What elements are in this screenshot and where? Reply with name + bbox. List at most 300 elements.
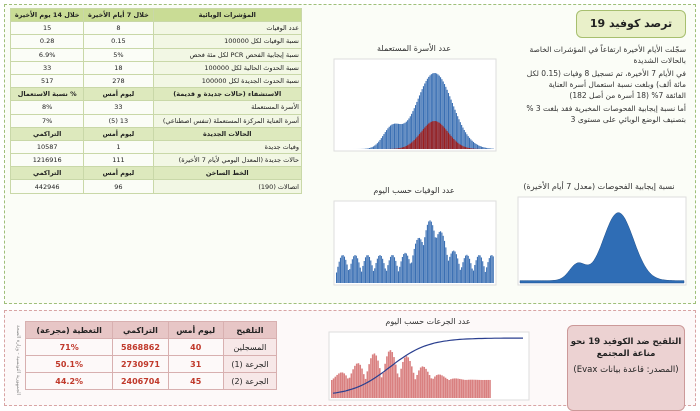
icu-bar-intensive (433, 121, 434, 149)
table-row (11, 140, 302, 153)
dose-bar (489, 380, 491, 398)
header-cell: التراكمي (113, 322, 168, 339)
cell: 18 (84, 61, 153, 74)
icu-bar-intensive (452, 138, 453, 149)
death-bar (399, 267, 400, 283)
dose-bar (331, 380, 333, 398)
icu-bar (389, 127, 390, 149)
icu-bar-intensive (418, 136, 419, 149)
death-bar (478, 255, 479, 283)
death-bar (394, 257, 395, 283)
icu-bar-intensive (432, 121, 433, 149)
icu-bar-intensive (415, 139, 416, 149)
positivity-chart-svg (508, 193, 690, 293)
icu-bar-intensive (443, 126, 444, 149)
death-bar (445, 247, 446, 283)
vaccination-source: (المصدر: قاعدة بيانات Evax) (568, 364, 684, 376)
header-cell: التغطية (مجرعة) (26, 322, 113, 339)
death-bar (487, 262, 488, 283)
death-bar (428, 221, 429, 283)
icu-bar (464, 130, 465, 149)
death-bar (376, 263, 377, 283)
row-label: اتصالات (190) (153, 180, 301, 193)
dose-bar (423, 367, 425, 398)
death-bar (408, 259, 409, 283)
icu-bar (383, 134, 384, 149)
icu-bar (402, 124, 403, 149)
death-bar (347, 264, 348, 283)
death-bar (381, 256, 382, 283)
icu-bar-intensive (439, 123, 440, 149)
death-bar (401, 261, 402, 283)
death-bar (406, 253, 407, 283)
death-bar (461, 267, 462, 283)
dose-bar (413, 373, 415, 398)
icu-bar (394, 124, 395, 149)
icu-bar-intensive (441, 125, 442, 149)
death-bar (416, 240, 417, 283)
death-bar (419, 238, 420, 283)
death-bar (472, 269, 473, 283)
dose-bar (361, 369, 363, 398)
death-bar (398, 271, 399, 283)
death-bar (336, 273, 337, 284)
summary-line: في الأيام 7 الأخيرة، تم تسجيل 8 وفيات (0.15 لكل مائة ألف) وبلغت نسبة استعمال أسرة العناية الفائقة 7% (18 أسرة من أصل 182) (526, 68, 686, 101)
death-bar (360, 268, 361, 283)
cell: 96 (84, 180, 153, 193)
death-bar (386, 271, 387, 283)
dose-bar (438, 374, 440, 398)
death-bar (460, 270, 461, 283)
dose-bar (374, 353, 376, 398)
icu-bar-intensive (458, 144, 459, 149)
death-bar (481, 257, 482, 283)
positivity-chart (508, 182, 690, 298)
death-bar (455, 252, 456, 283)
death-bar (423, 245, 424, 283)
table-row (11, 35, 302, 48)
vaccination-title-text: التلقيح ضد الكوفيد 19 نحو مناعة المجتمع (568, 336, 684, 360)
icu-bar-intensive (403, 147, 404, 149)
dose-bar (482, 380, 484, 398)
death-bar (377, 259, 378, 283)
cell: 31 (168, 356, 223, 373)
death-bar (490, 256, 491, 283)
death-bar (444, 241, 445, 283)
death-bar (397, 266, 398, 283)
death-bar (403, 254, 404, 283)
dose-bar (415, 379, 417, 398)
icu-bar (476, 144, 477, 149)
icu-bar-intensive (462, 146, 463, 149)
page-title: ترصد كوفيد 19 (576, 10, 686, 38)
dose-bar (349, 378, 351, 398)
death-bar (407, 256, 408, 283)
death-bar (365, 257, 366, 283)
death-bar (382, 259, 383, 283)
icu-bar (477, 145, 478, 149)
icu-bar (398, 124, 399, 149)
dose-bar (459, 379, 461, 398)
table-row (26, 356, 277, 373)
icu-bar-intensive (444, 128, 445, 149)
death-bar (482, 261, 483, 283)
death-bar (468, 256, 469, 283)
icu-bar (403, 123, 404, 149)
death-bar (353, 256, 354, 283)
cell: 517 (11, 74, 84, 87)
death-bar (344, 257, 345, 283)
dose-bar (333, 378, 335, 398)
dose-bar (431, 378, 433, 398)
dose-bar (354, 366, 356, 398)
table-row (26, 373, 277, 390)
death-bar (447, 255, 448, 283)
death-bar (349, 269, 350, 283)
death-bar (366, 255, 367, 283)
icu-bar-intensive (461, 145, 462, 149)
dose-bar (466, 380, 468, 398)
summary-text (526, 44, 686, 127)
dose-bar (352, 369, 354, 398)
dose-bar (441, 375, 443, 398)
dose-bar (448, 380, 450, 398)
icu-bar (374, 146, 375, 149)
dose-bar (473, 380, 475, 398)
death-bar (458, 264, 459, 283)
icu-bar-intensive (464, 147, 465, 149)
death-bar (451, 254, 452, 283)
icu-bar (399, 124, 400, 149)
icu-bar-intensive (426, 126, 427, 149)
death-bar (420, 239, 421, 283)
icu-bar (404, 123, 405, 149)
icu-bar-intensive (414, 140, 415, 149)
dose-bar (390, 350, 392, 398)
icu-bar-intensive (440, 124, 441, 149)
icu-bar-intensive (420, 132, 421, 149)
dose-bar (397, 373, 399, 398)
icu-bar-intensive (470, 148, 471, 149)
row-label: الأسرة المستعملة (153, 101, 301, 114)
icu-bar (379, 140, 380, 149)
death-bar (462, 262, 463, 283)
death-bar (411, 263, 412, 283)
icu-bar (397, 124, 398, 149)
death-bar (341, 255, 342, 283)
epidemic-indicators-table (10, 8, 302, 194)
icu-bar (370, 148, 371, 149)
death-bar (486, 267, 487, 283)
cell: 33 (11, 61, 84, 74)
dose-bar (475, 380, 477, 398)
dose-bar (443, 376, 445, 398)
icu-bar-intensive (466, 147, 467, 149)
death-bar (457, 258, 458, 283)
cell: 111 (84, 154, 153, 167)
icu-bar (478, 145, 479, 149)
icu-bar-intensive (465, 147, 466, 149)
death-bar (432, 225, 433, 283)
icu-bar-intensive (453, 139, 454, 149)
dose-bar (471, 380, 473, 398)
cell: 8% (11, 101, 84, 114)
dose-bar (422, 366, 424, 398)
table-row (11, 48, 302, 61)
death-bar (404, 253, 405, 283)
table-row (26, 339, 277, 356)
death-bar (362, 266, 363, 283)
icu-bar-intensive (408, 144, 409, 149)
dose-bar (402, 362, 404, 398)
row-label: وفيات جديدة (153, 140, 301, 153)
icu-bar-intensive (428, 123, 429, 149)
death-bar (476, 260, 477, 283)
death-bar (374, 268, 375, 283)
icu-bar (387, 128, 388, 149)
table-row (11, 114, 302, 127)
death-bar (453, 251, 454, 283)
dose-bar (386, 356, 388, 398)
icu-bar (386, 130, 387, 149)
icu-bar (378, 142, 379, 149)
death-bar (473, 271, 474, 283)
dose-bar (404, 358, 406, 398)
header-cell: خلال 7 أيام الأخيرة (84, 9, 153, 22)
icu-bar (372, 147, 373, 149)
death-bar (370, 260, 371, 283)
dose-bar (400, 369, 402, 398)
header-cell: خلال 14 يوم الأخيرة (11, 9, 84, 22)
death-bar (391, 255, 392, 283)
death-bar (437, 234, 438, 283)
death-bar (339, 262, 340, 283)
dose-bar (436, 375, 438, 398)
dose-bar (388, 352, 390, 398)
icu-bar-intensive (468, 148, 469, 149)
dose-bar (409, 361, 411, 398)
icu-bar (482, 147, 483, 149)
cell: 50.1% (26, 356, 113, 373)
icu-bar (466, 134, 467, 149)
header-cell: ليوم أمس (84, 88, 153, 101)
table-row (11, 101, 302, 114)
icu-bar-intensive (416, 137, 417, 149)
header-cell: التلقيح (223, 322, 276, 339)
icu-bar-intensive (399, 148, 400, 149)
dose-bar (480, 380, 482, 398)
chart-title: نسبة إيجابية الفحوصات (معدل 7 أيام الأخيرة) (508, 182, 690, 191)
icu-beds-chart (328, 44, 500, 164)
table-header-row (11, 9, 302, 22)
icu-bar (480, 146, 481, 149)
icu-bar (390, 126, 391, 149)
dose-bar (450, 379, 452, 398)
dose-bar (455, 378, 457, 398)
icu-bar (474, 143, 475, 149)
death-bar (418, 238, 419, 283)
death-bar (337, 267, 338, 283)
death-bar (443, 236, 444, 283)
icu-bar-intensive (460, 145, 461, 149)
death-bar (483, 266, 484, 283)
row-label: عدد الوفيات (153, 22, 301, 35)
dose-bar (363, 374, 365, 398)
icu-bar (377, 143, 378, 149)
dose-bar (335, 377, 337, 398)
death-bar (378, 256, 379, 283)
death-bar (449, 257, 450, 283)
cell: 5% (84, 48, 153, 61)
death-bar (493, 256, 494, 283)
icu-bar (401, 124, 402, 149)
icu-beds-chart-svg (328, 55, 500, 159)
icu-bar-intensive (397, 148, 398, 149)
cell: 6.9% (11, 48, 84, 61)
summary-line: أما نسبة إيجابية الفحوصات المخبرية فقد بلغت 3 % بتصنيف الوضع الوبائي على مستوى 3 (526, 103, 686, 125)
icu-bar (408, 118, 409, 149)
row-label: أسرة العناية المركزة المستعملة (تنفس اصطناعي) (153, 114, 301, 127)
death-bar (364, 261, 365, 283)
icu-bar (393, 124, 394, 149)
dose-bar (429, 375, 431, 398)
death-bar (424, 237, 425, 283)
icu-bar-intensive (455, 140, 456, 149)
death-bar (379, 255, 380, 283)
header-cell: الحالات الجديدة (153, 127, 301, 140)
cell: 44.2% (26, 373, 113, 390)
death-bar (340, 258, 341, 283)
table-row (11, 180, 302, 193)
death-bar (469, 259, 470, 283)
cell: 0.15 (84, 35, 153, 48)
death-bar (412, 255, 413, 283)
icu-bar-intensive (472, 148, 473, 149)
dose-bar (445, 378, 447, 398)
death-bar (410, 263, 411, 283)
death-bar (465, 256, 466, 283)
death-bar (440, 231, 441, 283)
dose-bar (432, 379, 434, 398)
death-bar (343, 255, 344, 283)
death-bar (387, 265, 388, 283)
death-bar (422, 242, 423, 283)
death-bar (389, 260, 390, 283)
chart-title: عدد الوفيات حسب اليوم (328, 186, 500, 195)
death-bar (356, 256, 357, 283)
header-cell: المؤشرات الوبائية (153, 9, 301, 22)
row-label: نسبة الوفيات لكل 100000 (153, 35, 301, 48)
icu-bar (469, 138, 470, 149)
icu-bar-intensive (411, 142, 412, 149)
death-bar (431, 222, 432, 283)
dose-bar (347, 378, 349, 398)
death-bar (361, 272, 362, 283)
cell: 10587 (11, 140, 84, 153)
dose-bar (434, 377, 436, 398)
icu-bar (406, 122, 407, 149)
cell: 13 (5) (84, 114, 153, 127)
deaths-chart (328, 186, 500, 298)
table-row (11, 61, 302, 74)
death-bar (402, 257, 403, 283)
death-bar (345, 260, 346, 283)
death-bar (395, 261, 396, 283)
dose-bar (351, 373, 353, 398)
cell: 15 (11, 22, 84, 35)
death-bar (452, 251, 453, 283)
icu-bar-intensive (423, 129, 424, 149)
icu-bar-intensive (456, 142, 457, 149)
icu-bar-intensive (398, 148, 399, 149)
dose-bar (463, 380, 465, 398)
death-bar (429, 220, 430, 283)
dose-bar (439, 375, 441, 398)
cell: 442946 (11, 180, 84, 193)
icu-bar (368, 148, 369, 149)
chart-title: عدد الجرعات حسب اليوم (323, 317, 533, 326)
table-subheader-row (11, 167, 302, 180)
header-cell: ليوم أمس (84, 167, 153, 180)
cell: 2406704 (113, 373, 168, 390)
icu-bar-intensive (406, 146, 407, 149)
dose-bar (418, 370, 420, 398)
death-bar (368, 255, 369, 283)
dose-bar (338, 373, 340, 398)
cell: 8 (84, 22, 153, 35)
icu-bar (373, 146, 374, 149)
dose-bar (384, 364, 386, 398)
header-cell: الخط الساخن (153, 167, 301, 180)
death-bar (390, 257, 391, 283)
dose-bar (486, 380, 488, 398)
row-label: نسبة إيجابية الفحص PCR لكل مئة فحص (153, 48, 301, 61)
dose-bar (427, 372, 429, 398)
death-bar (427, 225, 428, 283)
death-bar (464, 258, 465, 283)
death-bar (414, 249, 415, 283)
dose-bar (425, 369, 427, 398)
icu-bar-intensive (437, 122, 438, 149)
dose-bar (342, 372, 344, 398)
death-bar (435, 237, 436, 283)
dose-bar (454, 378, 456, 398)
icu-bar-intensive (445, 129, 446, 149)
death-bar (441, 233, 442, 283)
dose-bar (372, 354, 374, 398)
death-bar (354, 255, 355, 283)
dose-bar (479, 380, 481, 398)
row-label: حالات جديدة (المعدل اليومي لأيام 7 الأخيرة) (153, 154, 301, 167)
icu-bar-intensive (447, 131, 448, 149)
icu-bar-intensive (431, 122, 432, 149)
dose-bar (377, 361, 379, 398)
icu-bar (381, 138, 382, 149)
death-bar (436, 238, 437, 283)
icu-bar-intensive (407, 145, 408, 149)
death-bar (456, 254, 457, 283)
dose-bar (340, 373, 342, 398)
header-cell: ليوم أمس (84, 127, 153, 140)
dose-bar (391, 352, 393, 398)
row-label: الجرعة (2) (223, 373, 276, 390)
icu-bar (465, 132, 466, 149)
death-bar (385, 268, 386, 283)
row-label: المسجلين (223, 339, 276, 356)
side-note: الجمهورية التونسية - وزارة الصحة (11, 325, 21, 405)
death-bar (350, 264, 351, 283)
death-bar (383, 263, 384, 283)
